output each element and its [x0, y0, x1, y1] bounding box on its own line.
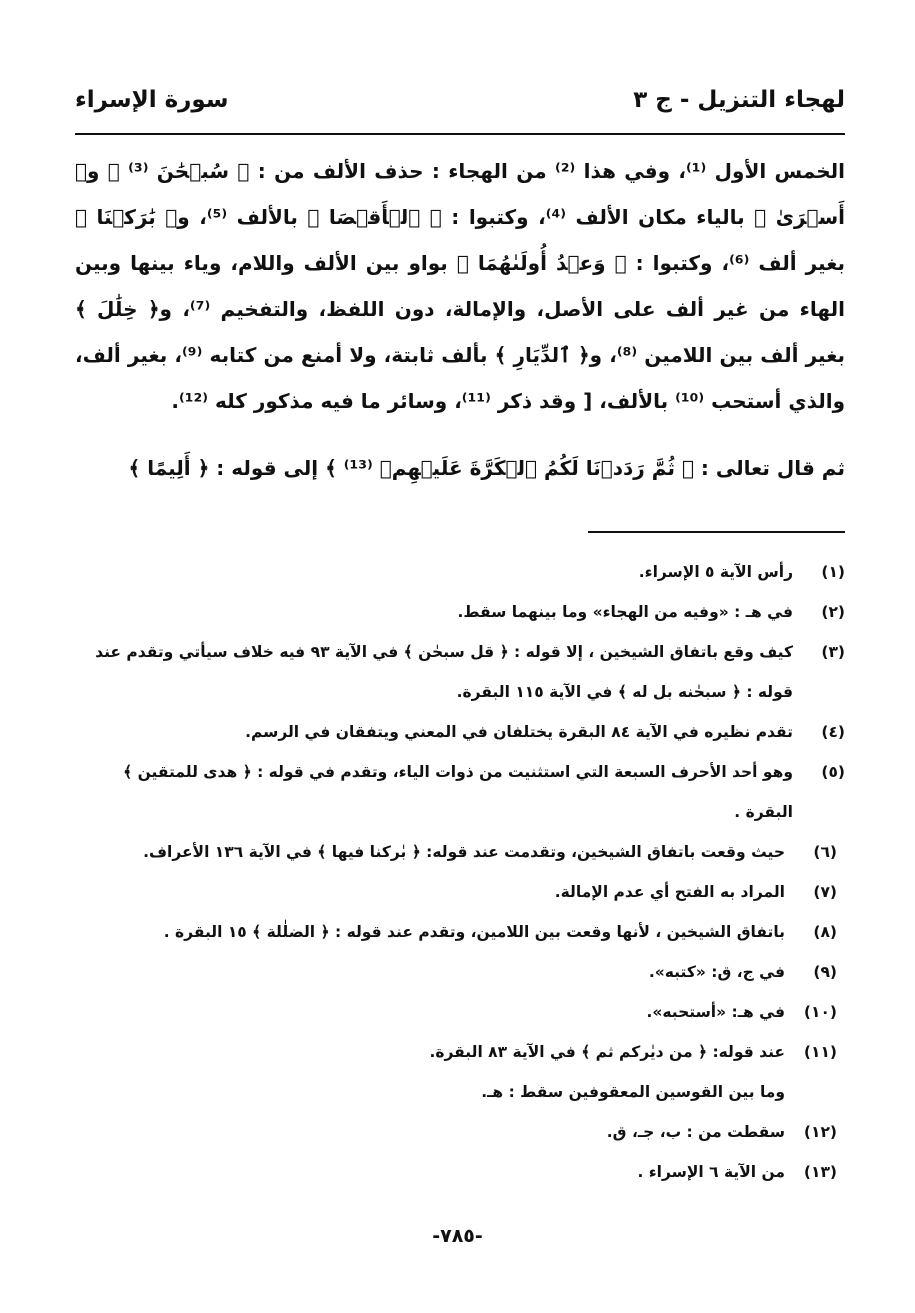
footnote-text: في هـ: «أستحبه». — [646, 1003, 785, 1021]
footnote — [75, 592, 845, 632]
footnote — [75, 952, 845, 992]
footnotes-list — [75, 552, 845, 1192]
footnote-text: رأس الآية ٥ الإسراء. — [638, 563, 793, 581]
footnote — [75, 1112, 845, 1152]
footnote-number: (٦) — [813, 843, 837, 861]
footnote-text: تقدم نظيره في الآية ٨٤ البقرة يختلفان في المعني ويتفقان في الرسم. — [245, 723, 793, 741]
footnote-number: (٥) — [821, 763, 845, 781]
footnote — [75, 752, 845, 792]
book-title: لهجاء التنزيل - ج ٣ — [633, 87, 845, 113]
footnote-number: (١٣) — [803, 1163, 837, 1181]
footnote-number: (٧) — [813, 883, 837, 901]
footnote-number: (٩) — [813, 963, 837, 981]
page-header — [75, 80, 845, 120]
footnote-divider — [588, 531, 845, 533]
footnote-continuation: وما بين القوسين المعقوفين سقط : هـ. — [481, 1083, 785, 1101]
footnote-text: في ج، ق: «كتبه». — [648, 963, 785, 981]
footnote-number: (٣) — [821, 643, 845, 661]
main-text — [75, 148, 845, 424]
footnote-continuation: قوله : ﴿ سبحٰنه بل له ﴾ في الآية ١١٥ البقرة. — [456, 683, 793, 701]
footnote-text: كيف وقع باتفاق الشيخين ، إلا قوله : ﴿ قل سبحٰن ﴾ في الآية ٩٣ فيه خلاف سيأتي وتقدم عند — [95, 643, 793, 661]
footnote — [75, 552, 845, 592]
footnote-text: عند قوله: ﴿ من ديٰركم ثم ﴾ في الآية ٨٣ البقرة. — [429, 1043, 785, 1061]
footnote — [75, 992, 845, 1032]
footnote — [75, 872, 845, 912]
header-divider — [75, 133, 845, 135]
footnote — [75, 712, 845, 752]
footnote-text: في هـ : «وفيه من الهجاء» وما بينهما سقط. — [457, 603, 793, 621]
main-paragraph: الخمس الأول ⁽¹⁾، وفي هذا ⁽²⁾ من الهجاء : حذف الألف من : ﴿ سُبۡحَٰنَ ⁽³⁾ ﴾ و﴿ أَسۡرَىٰ ﴾ بالياء مكان الألف ⁽⁴⁾، وكتبوا : ﴿ ٱلۡأَقۡصَا ﴾ بالألف ⁽⁵⁾، و﴿ بَٰرَكۡنَا ﴾ بغير ألف ⁽⁶⁾، وكتبوا : ﴿ وَعۡدُ أُولَىٰهُمَا ﴾ بواو بين الألف واللام، وياء بينها وبين الهاء من غير ألف على الأصل، والإمالة، دون اللفظ، والتفخيم ⁽⁷⁾، و﴿ خِلَٰلَ ﴾ بغير ألف بين اللامين ⁽⁸⁾، و﴿ ٱلدِّيَارِ ﴾ بألف ثابتة، ولا أمنع من كتابه ⁽⁹⁾، بغير ألف، والذي أستحب ⁽¹⁰⁾ بالألف، [ وقد ذكر ⁽¹¹⁾، وسائر ما فيه مذكور كله ⁽¹²⁾. — [75, 159, 846, 413]
footnote-number: (١٢) — [803, 1123, 837, 1141]
footnote-text: سقطت من : ب، جـ، ق. — [606, 1123, 785, 1141]
page-number: -٧٨٥- — [432, 1225, 483, 1247]
footnote — [75, 1152, 845, 1192]
footnote-continuation: البقرة . — [734, 803, 793, 821]
footnote-text: وهو أحد الأحرف السبعة التي استثنيت من ذوات الياء، وتقدم في قوله : ﴿ هدى للمتقين ﴾ — [123, 763, 793, 781]
footnote — [75, 832, 845, 872]
footnote-number: (١٠) — [803, 1003, 837, 1021]
surah-title: سورة الإسراء — [75, 87, 229, 113]
footnote-text: من الآية ٦ الإسراء . — [637, 1163, 785, 1181]
footnote-text: المراد به الفتح أي عدم الإمالة. — [554, 883, 785, 901]
footnote — [75, 912, 845, 952]
footnote-number: (١١) — [803, 1043, 837, 1061]
footnote-text: حيث وقعت باتفاق الشيخين، وتقدمت عند قوله: ﴿ بٰركنا فيها ﴾ في الآية ١٣٦ الأعراف. — [143, 843, 785, 861]
footnote-number: (٢) — [821, 603, 845, 621]
verse-heading: ثم قال تعالى : ﴿ ثُمَّ رَدَدۡنَا لَكُمُ ٱلۡكَرَّةَ عَلَيۡهِمۡ ⁽¹³⁾ ﴾ إلى قوله : ﴿ أَلِيمًا ﴾ — [128, 456, 845, 480]
footnote-number: (٨) — [813, 923, 837, 941]
footnote — [75, 1032, 845, 1072]
footnote-number: (١) — [821, 563, 845, 581]
footnote-number: (٤) — [821, 723, 845, 741]
footnote-text: باتفاق الشيخين ، لأنها وقعت بين اللامين، وتقدم عند قوله : ﴿ الضلٰلة ﴾ ١٥ البقرة . — [163, 923, 785, 941]
footnote — [75, 632, 845, 672]
